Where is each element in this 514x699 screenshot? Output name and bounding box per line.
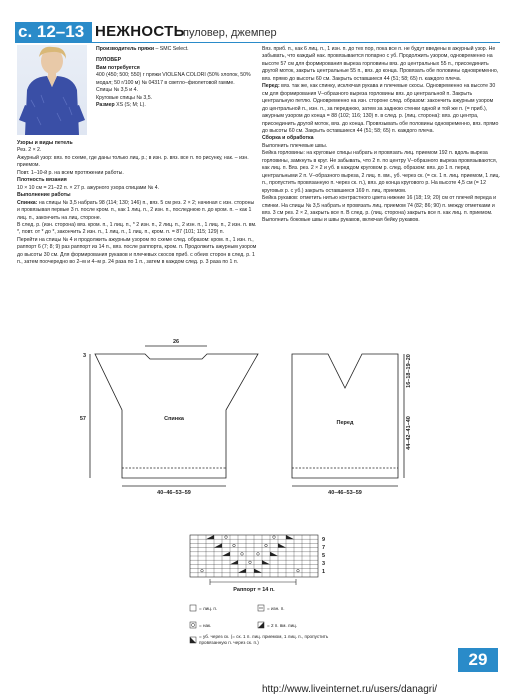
- page-title: НЕЖНОСТЬ: [95, 23, 185, 40]
- chart-row-3: 3: [322, 561, 326, 567]
- section-badge: с. 12–13: [15, 22, 92, 42]
- chart-row-5: 5: [322, 553, 326, 559]
- chart-row-7: 7: [322, 545, 326, 551]
- work-title: Выполнение работы: [17, 192, 71, 199]
- watermark-url: http://www.liveinternet.ru/users/danagri/: [262, 684, 438, 695]
- finishing-text: Выполнить боковые швы и швы рукавов, включая бейку рукавов.: [262, 217, 420, 224]
- size-label: Размер: [96, 102, 115, 109]
- back-text-3: Перейти на спицы № 4 и продолжить ажурным узором по схеме след. образом: кром. п., 1 изн. п., раппорт 6 (7; 8; 9) раз раппорт из 14 п., вяз. после раппорта, кром. п. Продолжить ажурным узором до высоты 30 см. Для формирования рукавов и плечевых скосов приб. с обеих сторон в след. р. 1 п., затем поочередно во 2–м и 4–м р. 24 раза по 1 п., затем в каждом след. р. 3 раза по 1 п.: [17, 236, 257, 266]
- instructions-right: [262, 46, 500, 225]
- shoulder-height-label: 3: [82, 353, 86, 359]
- repeat-text: Повт. 1–10-й р. на всем протяжении работы.: [17, 169, 124, 176]
- page-subtitle: пуловер, джемпер: [183, 27, 277, 39]
- stitch-chart: [190, 535, 325, 593]
- front-width-label: 40–46–53–59: [328, 490, 362, 496]
- back-label: Спинка:: [17, 199, 38, 206]
- needles-text-1: Спицы № 3,5 и 4.: [96, 87, 138, 94]
- back-width-label: 40–46–53–59: [157, 490, 191, 496]
- body-height-label: 57: [79, 416, 86, 422]
- legend: [190, 605, 329, 664]
- front-text: вяз. так же, как спинку, исключая рукава и плечевые скосы. Одновременно на высоте 30 см для формирования V–образного выреза горловины вяз. до центральной п. Закрыть центральную петлю. Одновременно на изн. стороне след. образом: закончить ажурным узором до центральной п., изн. п., за переднюю, затем за заднюю стенки одной и той же п. (= приб.), ажурным узором до конца = 88 (102; 116; 130) п. в след. р. (лиц. сторона): вяз. до центра, присоединить другой моток, вяз. до конца. Провязывать обе половины одновременно, вяз. прямо до высоты 60 см. Закрыть оставшиеся 44 (51; 58; 65) п. каждого плеча.: [262, 83, 499, 134]
- needles-text-2: Круговые спицы № 3,5.: [96, 94, 153, 101]
- manufacturer-label: Производитель пряжи: [96, 46, 155, 52]
- legend-knit: = лиц. п.: [199, 606, 218, 611]
- front-side-upper-label: 16–18–19–20: [406, 354, 412, 388]
- back-text-2: В след. р. (изн. сторона) вяз. кром. п., 1 лиц. п., * 2 изн. п., 2 лиц. п., 2 изн. п., 1 лиц. п., 2 изн. п. вм. *, повт. от * до *, закончить 2 изн. п., 1 лиц. п., 1 лиц. п., кром. п. = 87 (101; 115; 129) п.: [17, 221, 257, 236]
- need-title: Вам потребуется: [96, 64, 140, 71]
- header-divider: [15, 42, 500, 43]
- neckband-text: Бейка горловины: на круговые спицы набрать и провязать лиц. приемом 192 п. вдоль выреза горловины, замкнуть в круг. Не забывать, что 2 п. по центру V–образного выреза провязываются, как лиц. п. Вяз. рез. 2 × 2 и уб. в каждом круговом р. след. образом: вяз. до 1 п. перед центральными 2 п. V–образного выреза, 2 лиц. п. вм., уб. через ск. (= ск. 1 п. лиц. приемом, 1 лиц. п., пропустить провязанную п. через ск. п.), вяз. до конца кругового р. На высоте 4,5 см (= 12 круговых р. с уб.) закрыть оставшиеся 169 п. лиц. приемом.: [262, 150, 500, 194]
- gauge-text: 10 × 10 см = 21–22 п. × 27 р. ажурного узора спицами № 4.: [17, 184, 160, 191]
- model-photo: [17, 45, 87, 135]
- legend-k2tog: = 2 п. вм. лиц.: [267, 623, 298, 628]
- instructions-left: [17, 140, 257, 267]
- legend-yo-icon: [190, 622, 196, 628]
- repeat-label: Раппорт = 14 п.: [233, 587, 275, 593]
- stitch-chart-grid: [190, 535, 318, 577]
- front-side-lower-label: 44–42–41–40: [406, 416, 412, 450]
- yarn-text: 400 (450; 500; 550) г пряжи VIOLENA COLORI (50% хлопок, 50% модал; 50 г/100 м) № 04317 в светло–фиолетовой гамме.: [96, 72, 251, 86]
- legend-yo: = нак.: [199, 623, 212, 628]
- gauge-title: Плотность вязания: [17, 177, 67, 184]
- legend-knit-icon: [190, 605, 196, 611]
- manufacturer-value: – SMC Select.: [154, 46, 189, 52]
- lace-text: Ажурный узор: вяз. по схеме, где даны только лиц. р.; в изн. р. вяз. все п. по рисунку, нак. – изн. приемом.: [17, 154, 249, 169]
- rib-text: Рез. 2 × 2.: [17, 147, 42, 154]
- back-piece-label: Спинка: [164, 416, 184, 422]
- sleeveband-text: Бейка рукавов: отметить нитью контрастного цвета нижние 16 (18; 19; 20) см от плечей переда и спинки. На спицы № 3,5 набрать и провязать лиц. приемом 74 (82; 86; 90) п. между отметками и вяз. 3 см рез. 2 × 2, закрыть все п. В след. р. (лиц. сторона) закрыть все п. как лиц. п. приемом.: [262, 195, 497, 216]
- assembly-title: Сборка и обработка: [262, 135, 314, 142]
- item-title: ПУЛОВЕР: [96, 57, 122, 64]
- model-illustration: [17, 45, 87, 135]
- materials-block: [96, 46, 256, 110]
- front-label: Перед:: [262, 83, 280, 90]
- size-value: XS (S; M; L).: [114, 102, 146, 109]
- back-text: на спицы № 3,5 набрать 98 (114; 130; 146) п., вяз. 5 см рез. 2 × 2; начиная с изн. стороны и провязывая первые 3 п. после кром. п., как 1 лиц. п., 2 изн. п., последнюю п. до кром. п. – как 1 лиц. п., закончить на лиц. стороне.: [17, 199, 255, 221]
- neck-width-label: 26: [172, 339, 180, 345]
- page-number: 29: [458, 648, 498, 672]
- chart-row-1: 1: [322, 569, 326, 575]
- chart-row-9: 9: [322, 537, 326, 543]
- patterns-title: Узоры и виды петель: [17, 140, 73, 146]
- front-piece-label: Перед: [336, 420, 354, 426]
- right-paragraph-3: Выполнить плечевые швы.: [262, 142, 328, 149]
- legend-purl: = изн. п.: [267, 606, 285, 611]
- schematic-diagrams: [0, 339, 514, 645]
- right-paragraph-1: Вяз. приб. п., как 6 лиц. п., 1 изн. п. до тех пор, пока все п. не будут введены в ажурный узор. Не забывать, что каждый нак. провязывается попарно с уб. Продолжить узором, одновременно на высоте 57 см для формирования выреза горловины вяз. до центральных 55 п., присоединить другой моток, закрыть центральные 55 п., вяз. до конца. Провязать обе половины одновременно, вяз. прямо до высоты 60 см. Закрыть оставшиеся 44 (51; 58; 65) п. каждого плеча.: [262, 46, 499, 82]
- legend-skp: = уб. через ск. (= ск. 1 п. лиц. приемом, 1 лиц. п., пропустить провязанную п. через ск. п.): [199, 634, 329, 645]
